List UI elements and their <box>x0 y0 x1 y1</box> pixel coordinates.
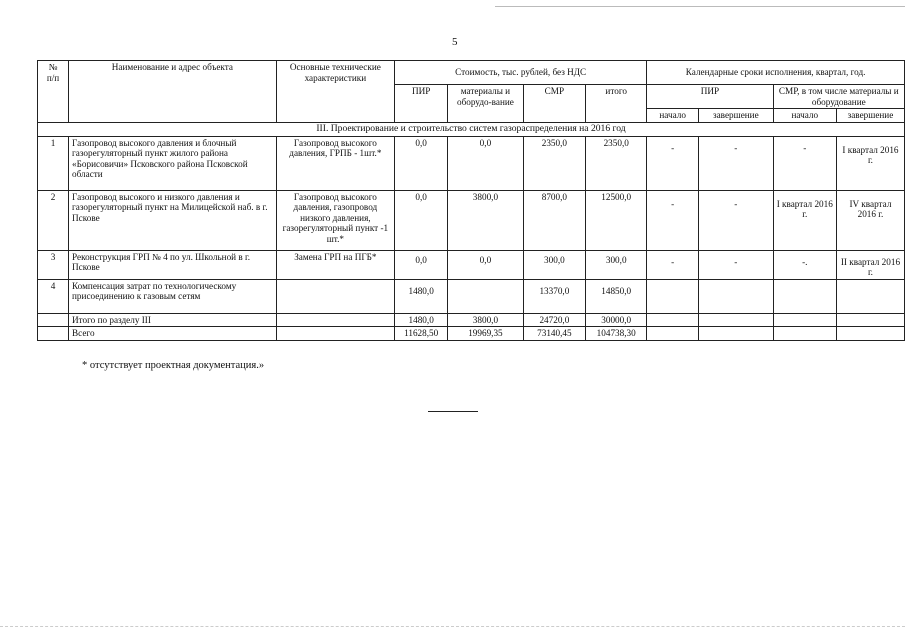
row-pir-end: - <box>699 250 774 279</box>
row-smr-start: I квартал 2016 г. <box>773 190 836 250</box>
row-name: Реконструкция ГРП № 4 по ул. Школьной в г. Пскове <box>69 250 277 279</box>
row-cost-materials <box>448 279 523 313</box>
row-cost-total: 300,0 <box>586 250 647 279</box>
row-num: 2 <box>38 190 69 250</box>
grand-total-materials: 19969,35 <box>448 327 523 341</box>
footnote: * отсутствует проектная документация.» <box>82 360 265 371</box>
row-smr-start: -. <box>773 250 836 279</box>
header-num: № п/п <box>38 61 69 123</box>
header-cost-smr: СМР <box>523 85 586 123</box>
row-pir-end <box>699 279 774 313</box>
header-specs: Основные технические характеристики <box>276 61 394 123</box>
header-pir-start: начало <box>647 109 699 123</box>
row-smr-end: II квартал 2016 г. <box>836 250 904 279</box>
header-smr-end: завершение <box>836 109 904 123</box>
table-row <box>38 190 905 250</box>
row-smr-start: - <box>773 136 836 190</box>
header-cost-total: итого <box>586 85 647 123</box>
scan-artifact-top <box>495 6 905 7</box>
row-cost-materials: 0,0 <box>448 136 523 190</box>
header-name: Наименование и адрес объекта <box>69 61 277 123</box>
row-specs <box>276 279 394 313</box>
row-cost-materials: 0,0 <box>448 250 523 279</box>
grand-total-row <box>38 327 905 341</box>
row-pir-start <box>647 279 699 313</box>
row-name: Газопровод высокого и низкого давления и газорегуляторный пункт на Милицейской наб. в г. Пскове <box>69 190 277 250</box>
header-cost-materials: материалы и оборудо-вание <box>448 85 523 123</box>
row-num: 4 <box>38 279 69 313</box>
page-number: 5 <box>452 36 458 48</box>
row-name: Газопровод высокого давления и блочный газорегуляторный пункт жилого района «Борисовичи» Псковского района Псковской области <box>69 136 277 190</box>
section-total-total: 30000,0 <box>586 313 647 327</box>
row-cost-smr: 300,0 <box>523 250 586 279</box>
end-divider <box>428 411 478 412</box>
header-cost-pir: ПИР <box>395 85 448 123</box>
row-cost-smr: 2350,0 <box>523 136 586 190</box>
row-pir-end: - <box>699 136 774 190</box>
row-cost-total: 12500,0 <box>586 190 647 250</box>
section-total-label: Итого по разделу III <box>69 313 277 327</box>
section-total-pir: 1480,0 <box>395 313 448 327</box>
row-smr-end <box>836 279 904 313</box>
investment-program-table <box>37 60 905 341</box>
grand-total-pir: 11628,50 <box>395 327 448 341</box>
row-specs: Газопровод высокого давления, газопровод низкого давления, газорегуляторный пункт -1 шт.* <box>276 190 394 250</box>
grand-total-smr: 73140,45 <box>523 327 586 341</box>
row-cost-pir: 0,0 <box>395 250 448 279</box>
row-num: 3 <box>38 250 69 279</box>
section-total-materials: 3800,0 <box>448 313 523 327</box>
row-cost-pir: 0,0 <box>395 190 448 250</box>
row-num: 1 <box>38 136 69 190</box>
table-row <box>38 250 905 279</box>
section-total-row <box>38 313 905 327</box>
row-pir-start: - <box>647 136 699 190</box>
header-schedule-group: Календарные сроки исполнения, квартал, год. <box>647 61 905 85</box>
section-total-smr: 24720,0 <box>523 313 586 327</box>
row-cost-total: 14850,0 <box>586 279 647 313</box>
row-pir-end: - <box>699 190 774 250</box>
row-pir-start: - <box>647 250 699 279</box>
grand-total-total: 104738,30 <box>586 327 647 341</box>
row-pir-start: - <box>647 190 699 250</box>
table-row <box>38 136 905 190</box>
section-title: III. Проектирование и строительство систем газораспределения на 2016 год <box>38 122 905 136</box>
row-smr-start <box>773 279 836 313</box>
row-specs: Замена ГРП на ПГБ* <box>276 250 394 279</box>
grand-total-label: Всего <box>69 327 277 341</box>
row-cost-smr: 8700,0 <box>523 190 586 250</box>
row-cost-materials: 3800,0 <box>448 190 523 250</box>
header-cost-group: Стоимость, тыс. рублей, без НДС <box>395 61 647 85</box>
row-cost-pir: 1480,0 <box>395 279 448 313</box>
row-smr-end: I квартал 2016 г. <box>836 136 904 190</box>
row-specs: Газопровод высокого давления, ГРПБ - 1шт.* <box>276 136 394 190</box>
scan-artifact-bottom <box>0 626 905 627</box>
table-row <box>38 279 905 313</box>
row-smr-end: IV квартал 2016 г. <box>836 190 904 250</box>
row-cost-total: 2350,0 <box>586 136 647 190</box>
header-smr-start: начало <box>773 109 836 123</box>
row-cost-pir: 0,0 <box>395 136 448 190</box>
header-schedule-pir: ПИР <box>647 85 773 109</box>
header-schedule-smr: СМР, в том числе материалы и оборудование <box>773 85 904 109</box>
row-cost-smr: 13370,0 <box>523 279 586 313</box>
header-pir-end: завершение <box>699 109 774 123</box>
row-name: Компенсация затрат по технологическому присоединению к газовым сетям <box>69 279 277 313</box>
